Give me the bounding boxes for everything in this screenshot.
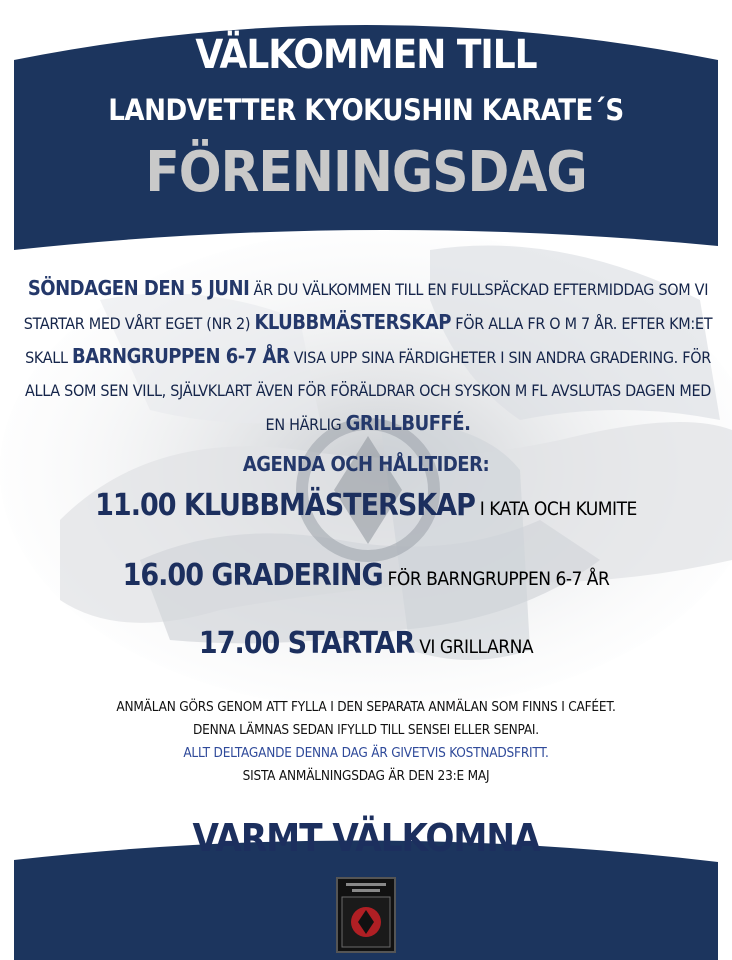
agenda-item-2-time: 16.00 GRADERING <box>122 558 383 593</box>
agenda-item-3-time: 17.00 STARTAR <box>198 626 415 661</box>
agenda-item-2-desc: FÖR BARNGRUPPEN 6-7 ÅR <box>382 568 610 590</box>
club-logo <box>336 877 396 953</box>
agenda-item-1-desc: I KATA OCH KUMITE <box>474 498 637 520</box>
agenda-item-1 <box>0 488 732 523</box>
closing-welcome: VARMT VÄLKOMNA <box>192 816 540 860</box>
header-club-name: LANDVETTER KYOKUSHIN KARATE´S <box>108 93 624 127</box>
agenda-item-3-desc: VI GRILLARNA <box>414 636 534 658</box>
note-free: ALLT DELTAGANDE DENNA DAG ÄR GIVETVIS KOSTNADSFRITT. <box>183 745 549 761</box>
agenda-item-3 <box>0 626 732 661</box>
intro-club-championship: KLUBBMÄSTERSKAP <box>254 310 451 334</box>
note-registration: ANMÄLAN GÖRS GENOM ATT FYLLA I DEN SEPARATA ANMÄLAN SOM FINNS I CAFÉET. <box>116 699 616 715</box>
intro-date: SÖNDAGEN DEN 5 JUNI <box>27 276 250 300</box>
intro-paragraph <box>18 272 718 441</box>
intro-children-group: BARNGRUPPEN 6-7 ÅR <box>72 344 290 368</box>
intro-text-1: ÄR DU VÄLKOMMEN TILL EN FULLSPÄCKAD EFTERMIDDAG SOM VI STARTAR MED VÅRT EGET (NR 2) <box>23 280 709 333</box>
header-welcome: VÄLKOMMEN TILL <box>195 32 537 78</box>
intro-grill-buffet: GRILLBUFFÉ. <box>345 411 471 435</box>
poster-header <box>0 28 732 208</box>
intro-text-2: FÖR ALLA FR O M 7 ÅR. EFTER KM:ET SKALL <box>25 314 713 367</box>
header-event-title: FÖRENINGSDAG <box>145 140 587 205</box>
agenda-item-2 <box>0 558 732 593</box>
agenda-item-1-time: 11.00 KLUBBMÄSTERSKAP <box>95 488 475 523</box>
note-submit: DENNA LÄMNAS SEDAN IFYLLD TILL SENSEI ELLER SENPAI. <box>193 722 539 738</box>
registration-notes <box>0 696 732 788</box>
intro-text-3: VISA UPP SINA FÄRDIGHETER I SIN ANDRA GRADERING. FÖR ALLA SOM SEN VILL, SJÄLVKLART ÄVEN FÖR FÖRÄLDRAR OCH SYSKON M FL AVSLUTAS DAGEN MED EN HÄRLIG <box>24 348 712 434</box>
note-deadline: SISTA ANMÄLNINGSDAG ÄR DEN 23:E MAJ <box>242 768 490 784</box>
agenda-title: AGENDA OCH HÅLLTIDER: <box>242 452 490 476</box>
agenda-section <box>0 448 732 480</box>
